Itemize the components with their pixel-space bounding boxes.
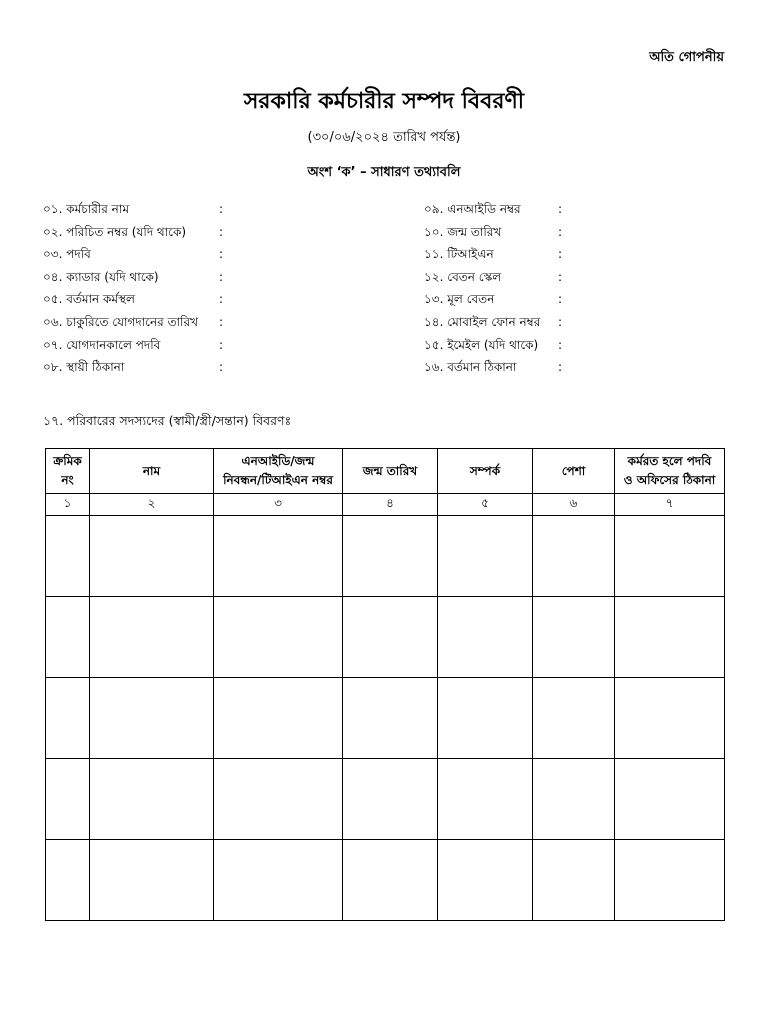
header-serial-line1: ক্রমিক xyxy=(53,454,82,468)
family-section-label: ১৭. পরিবারের সদস্যদের (স্বামী/স্ত্রী/সন্তান) বিবরণঃ xyxy=(43,413,292,428)
header-nid-line2: নিবন্ধন/টিআইএন নম্বর xyxy=(223,473,333,487)
header-occupation xyxy=(533,449,615,494)
header-occupation-line1: পেশা xyxy=(561,463,586,478)
field-label: ০৭. যোগদানকালে পদবি xyxy=(43,337,161,352)
family-members-table xyxy=(45,448,725,921)
empty-cell xyxy=(46,759,90,840)
confidential-label: অতি গোপনীয় xyxy=(649,50,724,65)
field-colon: : xyxy=(558,360,563,375)
table-row xyxy=(46,759,725,840)
field-label: ১৪. মোবাইল ফোন নম্বর xyxy=(424,314,541,329)
empty-cell xyxy=(615,597,725,678)
column-number: ৬ xyxy=(533,494,615,516)
field-colon: : xyxy=(219,337,224,352)
empty-cell xyxy=(615,759,725,840)
field-label: ০৬. চাকুরিতে যোগদানের তারিখ xyxy=(43,314,198,329)
field-label: ১৩. মূল বেতন xyxy=(424,292,495,307)
column-number: ৫ xyxy=(438,494,533,516)
field-colon: : xyxy=(558,269,563,284)
field-label: ০১. কর্মচারীর নাম xyxy=(43,202,129,216)
field-colon: : xyxy=(219,292,224,307)
header-name xyxy=(90,449,214,494)
table-row xyxy=(46,516,725,597)
empty-cell xyxy=(533,678,615,759)
field-colon: : xyxy=(219,360,224,375)
field-colon: : xyxy=(558,224,563,239)
table-row xyxy=(46,597,725,678)
field-colon: : xyxy=(558,337,563,352)
page-title: সরকারি কর্মচারীর সম্পদ বিবরণী xyxy=(243,89,525,114)
field-row xyxy=(424,198,563,221)
header-serial-line2: নং xyxy=(61,473,74,487)
table-row xyxy=(46,840,725,921)
field-colon: : xyxy=(219,269,224,284)
column-number-row xyxy=(46,494,725,516)
column-number: ৪ xyxy=(343,494,438,516)
field-row xyxy=(43,356,224,379)
empty-cell xyxy=(90,678,214,759)
field-row xyxy=(43,243,224,266)
header-designation-address xyxy=(615,449,725,494)
empty-cell xyxy=(533,759,615,840)
field-row xyxy=(424,243,563,266)
column-number: ৩ xyxy=(214,494,343,516)
field-colon: : xyxy=(219,247,224,262)
empty-cell xyxy=(343,516,438,597)
empty-cell xyxy=(343,759,438,840)
field-label: ০২. পরিচিত নম্বর (যদি থাকে) xyxy=(43,224,187,239)
field-label: ০৪. ক্যাডার (যদি থাকে) xyxy=(43,269,159,284)
field-label: ০৫. বর্তমান কর্মস্থল xyxy=(43,292,135,307)
field-row xyxy=(424,311,563,334)
header-name-line1: নাম xyxy=(142,463,161,478)
empty-cell xyxy=(46,840,90,921)
empty-cell xyxy=(214,678,343,759)
general-info-fields xyxy=(0,198,768,378)
field-label: ১২. বেতন স্কেল xyxy=(424,269,502,284)
field-label: ১১. টিআইএন xyxy=(424,247,494,262)
header-nid xyxy=(214,449,343,494)
column-number: ১ xyxy=(46,494,90,516)
empty-cell xyxy=(438,759,533,840)
column-number: ২ xyxy=(90,494,214,516)
empty-cell xyxy=(214,516,343,597)
empty-cell xyxy=(90,759,214,840)
fields-right-column xyxy=(424,198,563,379)
field-row xyxy=(43,221,224,244)
empty-cell xyxy=(615,678,725,759)
header-relation xyxy=(438,449,533,494)
field-label: ১৬. বর্তমান ঠিকানা xyxy=(424,360,517,375)
empty-cell xyxy=(438,597,533,678)
field-row xyxy=(43,266,224,289)
empty-cell xyxy=(343,597,438,678)
field-row xyxy=(424,221,563,244)
empty-cell xyxy=(343,678,438,759)
field-colon: : xyxy=(219,314,224,329)
field-row xyxy=(43,198,224,221)
empty-cell xyxy=(46,516,90,597)
field-row xyxy=(424,266,563,289)
field-row xyxy=(43,334,224,357)
field-colon: : xyxy=(558,247,563,262)
header-relation-line1: সম্পর্ক xyxy=(469,463,501,478)
field-label: ১০. জন্ম তারিখ xyxy=(424,224,502,239)
field-label: ১৫. ইমেইল (যদি থাকে) xyxy=(424,337,539,352)
empty-cell xyxy=(214,840,343,921)
field-colon: : xyxy=(558,202,563,216)
field-colon: : xyxy=(219,202,224,216)
empty-cell xyxy=(90,597,214,678)
empty-cell xyxy=(214,759,343,840)
empty-cell xyxy=(46,678,90,759)
field-label: ০৩. পদবি xyxy=(43,247,91,262)
field-row xyxy=(424,356,563,379)
empty-cell xyxy=(214,597,343,678)
field-label: ০৯. এনআইডি নম্বর xyxy=(424,202,521,216)
field-row xyxy=(424,334,563,357)
header-dob-line1: জন্ম তারিখ xyxy=(362,463,418,478)
table-row xyxy=(46,678,725,759)
fields-left-column xyxy=(43,198,224,379)
field-row xyxy=(43,288,224,311)
field-row xyxy=(43,311,224,334)
date-subtitle: (৩০/০৬/২০২৪ তারিখ পর্যন্ত) xyxy=(307,130,461,145)
empty-cell xyxy=(90,516,214,597)
empty-cell xyxy=(533,597,615,678)
empty-cell xyxy=(46,597,90,678)
header-dob xyxy=(343,449,438,494)
header-designation-line1: কর্মরত হলে পদবি xyxy=(627,454,712,468)
header-designation-line2: ও অফিসের ঠিকানা xyxy=(623,473,716,487)
empty-cell xyxy=(615,840,725,921)
empty-cell xyxy=(615,516,725,597)
empty-cell xyxy=(533,516,615,597)
table-header-row xyxy=(46,449,725,494)
empty-cell xyxy=(90,840,214,921)
header-nid-line1: এনআইডি/জন্ম xyxy=(241,454,315,468)
field-label: ০৮. স্থায়ী ঠিকানা xyxy=(43,360,125,375)
empty-cell xyxy=(343,840,438,921)
field-colon: : xyxy=(219,224,224,239)
field-row xyxy=(424,288,563,311)
empty-cell xyxy=(533,840,615,921)
empty-cell xyxy=(438,516,533,597)
column-number: ৭ xyxy=(615,494,725,516)
section-heading: অংশ ‘ক’ – সাধারণ তথ্যাবলি xyxy=(307,165,461,180)
field-colon: : xyxy=(558,292,563,307)
empty-cell xyxy=(438,840,533,921)
empty-cell xyxy=(438,678,533,759)
field-colon: : xyxy=(558,314,563,329)
header-serial xyxy=(46,449,90,494)
